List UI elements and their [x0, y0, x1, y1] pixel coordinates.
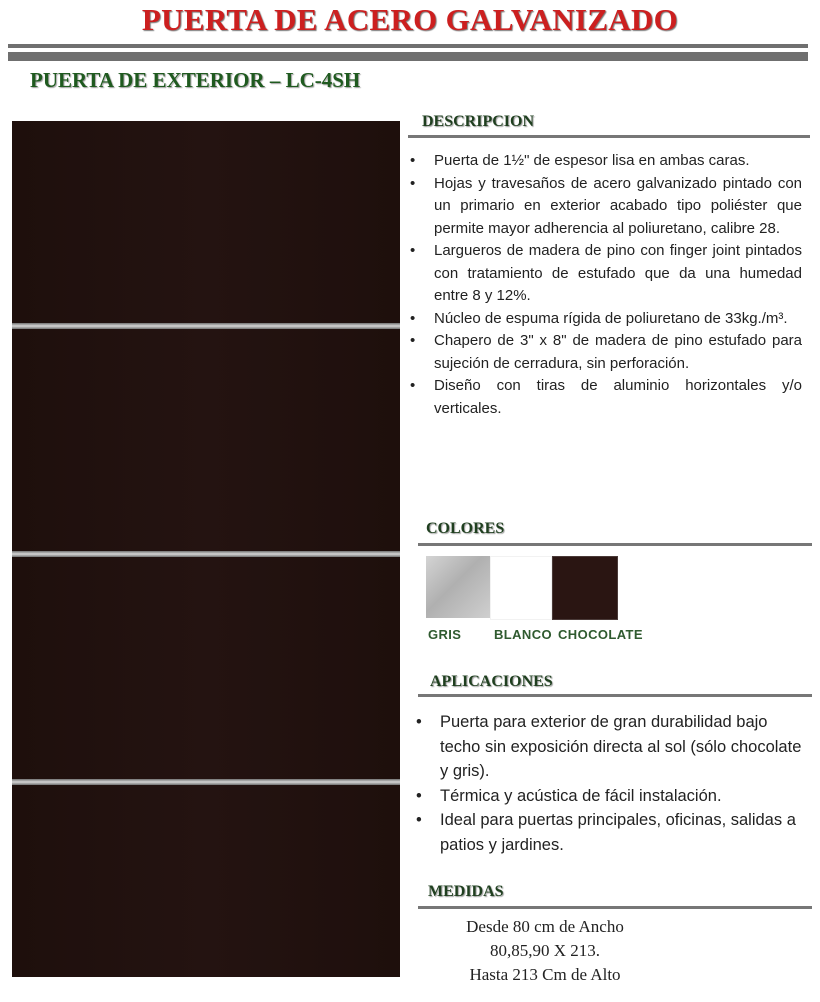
- description-heading: DESCRIPCION: [422, 113, 535, 130]
- measures-line: 80,85,90 X 213.: [489, 941, 601, 960]
- applications-rule: [418, 694, 812, 697]
- description-rule: [408, 135, 810, 138]
- list-item: • Ideal para puertas principales, oficinas, salidas a patios y jardines.: [414, 808, 810, 857]
- list-item: • Chapero de 3" x 8" de madera de pino estufado para sujeción de cerradura, sin perforación.: [410, 332, 802, 372]
- colors-rule: [418, 543, 812, 546]
- list-item: • Hojas y travesaños de acero galvanizado pintado con un primario en exterior acabado tipo poliéster que permite mayor adherencia al poliuretano, calibre 28.: [410, 174, 802, 237]
- bullet-icon: •: [410, 309, 416, 327]
- aluminum-strip: [12, 323, 400, 329]
- list-item: • Puerta de 1½" de espesor lisa en ambas caras.: [408, 150, 802, 173]
- color-label-blanco: BLANCO: [494, 627, 553, 642]
- bullet-icon: •: [410, 174, 416, 192]
- title-rule-thin: [8, 44, 808, 48]
- list-item: • Térmica y acústica de fácil instalación.: [414, 784, 810, 809]
- door-image: [12, 121, 400, 977]
- bullet-icon: •: [410, 332, 416, 349]
- title-rule-thick: [8, 52, 808, 61]
- list-item: • Puerta para exterior de gran durabilidad bajo techo sin exposición directa al sol (sólo chocolate y gris).: [414, 710, 810, 784]
- applications-heading: APLICACIONES: [430, 673, 553, 690]
- measures-line: Desde 80 cm de Ancho: [466, 917, 624, 936]
- measures-rule: [418, 906, 812, 909]
- colors-heading: COLORES: [426, 520, 505, 537]
- color-label-gris: GRIS: [428, 627, 462, 642]
- bullet-icon: •: [416, 811, 422, 829]
- bullet-icon: •: [410, 242, 416, 259]
- applications-list: [414, 710, 810, 857]
- swatch-chocolate: [552, 556, 618, 620]
- measures-line: Hasta 213 Cm de Alto: [469, 965, 621, 984]
- description-list: [408, 150, 802, 420]
- bullet-icon: •: [410, 152, 416, 169]
- swatch-gris: [426, 556, 490, 618]
- bullet-icon: •: [416, 713, 422, 731]
- list-item: • Largueros de madera de pino con finger joint pintados con tratamiento de estufado que da una humedad entre 8 y 12%.: [410, 242, 802, 304]
- swatch-blanco: [490, 556, 552, 620]
- bullet-icon: •: [410, 377, 416, 394]
- aluminum-strip: [12, 779, 400, 785]
- list-item: • Núcleo de espuma rígida de poliuretano de 33kg./m³.: [408, 308, 802, 331]
- bullet-icon: •: [416, 786, 422, 805]
- product-subtitle: PUERTA DE EXTERIOR – LC-4SH: [30, 68, 361, 92]
- list-item: • Diseño con tiras de aluminio horizontales y/o verticales.: [410, 377, 802, 417]
- main-title: PUERTA DE ACERO GALVANIZADO: [141, 2, 679, 37]
- measures-heading: MEDIDAS: [428, 883, 504, 900]
- color-label-chocolate: CHOCOLATE: [558, 627, 643, 642]
- aluminum-strip: [12, 551, 400, 557]
